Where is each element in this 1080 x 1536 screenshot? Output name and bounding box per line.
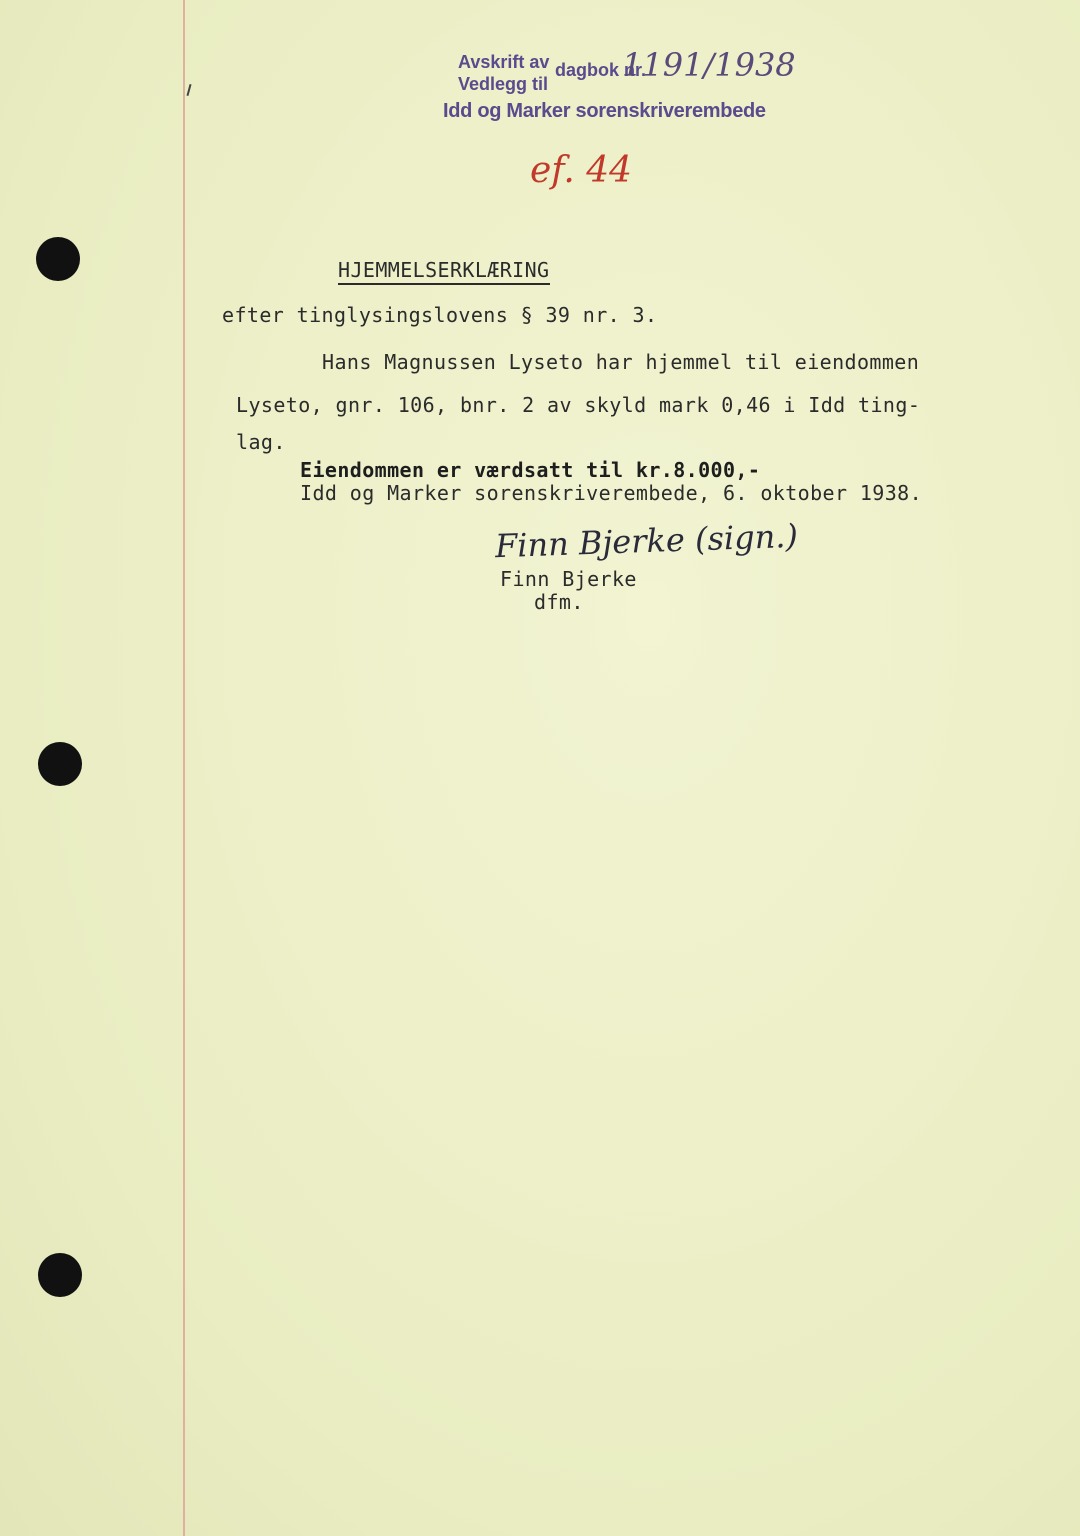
signatory-title: dfm. xyxy=(534,590,584,614)
punch-hole-middle xyxy=(38,742,82,786)
text-line-1: efter tinglysingslovens § 39 nr. 3. xyxy=(222,303,658,327)
pencil-tick-mark xyxy=(186,84,191,96)
text-line-3: Lyseto, gnr. 106, bnr. 2 av skyld mark 0,46 i Idd ting- xyxy=(236,393,921,417)
text-line-4: lag. xyxy=(236,430,286,454)
text-line-2: Hans Magnussen Lyseto har hjemmel til eiendommen xyxy=(322,350,920,374)
punch-hole-top xyxy=(36,237,80,281)
stamp-avskrift-label: Avskrift av xyxy=(458,52,550,72)
stamp-dagbok-label: dagbok nr. xyxy=(555,60,647,80)
stamp-vedlegg-label: Vedlegg til xyxy=(458,74,549,94)
handwritten-signature: Finn Bjerke (sign.) xyxy=(494,516,799,566)
valuation-line: Eiendommen er værdsatt til kr.8.000,- xyxy=(300,458,761,482)
red-handwritten-annotation: ef. 44 xyxy=(530,150,633,191)
signatory-name: Finn Bjerke xyxy=(500,567,637,591)
document-heading: HJEMMELSERKLÆRING xyxy=(338,258,550,285)
place-date-line: Idd og Marker sorenskriverembede, 6. oktober 1938. xyxy=(300,481,923,505)
margin-line xyxy=(183,0,185,1536)
stamp-entry-number: 1191/1938 xyxy=(622,46,796,84)
punch-hole-bottom xyxy=(38,1253,82,1297)
stamp-office-name: Idd og Marker sorenskriverembede xyxy=(443,100,766,122)
